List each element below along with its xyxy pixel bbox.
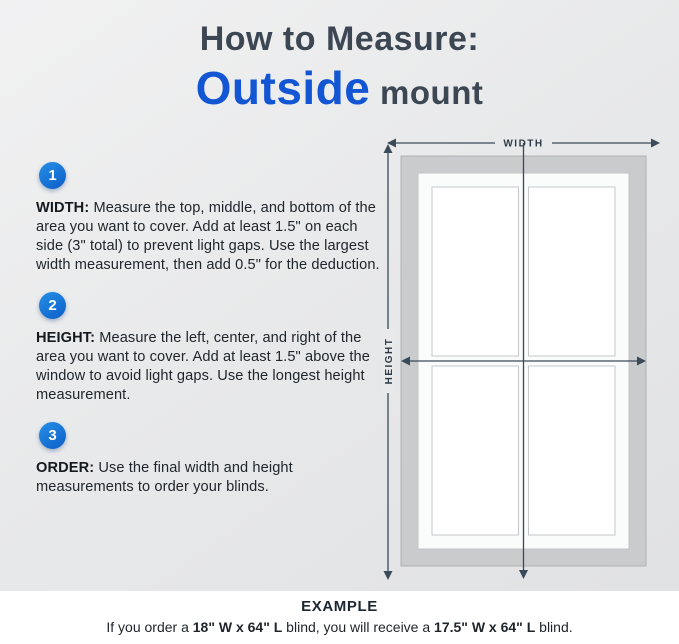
step-2-badge: 2 — [39, 292, 66, 319]
example-middle: blind, you will receive a — [282, 619, 435, 635]
title-line-1: How to Measure: — [199, 20, 480, 58]
example-heading: EXAMPLE — [301, 598, 378, 615]
step-1-body: Measure the top, middle, and bottom of the area you want to cover. Add at least 1.5" on each side (3" total) to prevent light gaps. Use the largest width measurement, then add 0.5" for the deduction. — [36, 200, 380, 273]
step-2-label: HEIGHT: — [36, 329, 96, 346]
step-2-body: Measure the left, center, and right of the area you want to cover. Add at least 1.5" above the window to avoid light gaps. Use the longest height measurement. — [36, 329, 370, 403]
step-3-body: Use the final width and height measurements to order your blinds. — [36, 459, 293, 495]
step-2-text — [36, 329, 381, 405]
title-suffix: mount — [370, 74, 484, 111]
height-label-group — [381, 329, 395, 393]
example-bold-2: 17.5" W x 64" L — [434, 619, 536, 635]
height-label: HEIGHT — [383, 337, 395, 385]
example-text — [0, 619, 679, 635]
example-bar — [0, 591, 679, 644]
window-diagram — [376, 131, 668, 589]
example-bold-1: 18" W x 64" L — [192, 619, 283, 635]
step-order — [36, 422, 381, 497]
title-line-2 — [0, 61, 679, 115]
step-height — [36, 292, 381, 405]
step-1-label: WIDTH: — [36, 200, 90, 216]
width-label: WIDTH — [503, 138, 544, 150]
step-1-text — [36, 199, 381, 275]
step-3-text — [36, 459, 381, 497]
example-suffix: blind. — [535, 619, 573, 635]
page-title — [0, 20, 679, 115]
step-3-label: ORDER: — [36, 459, 95, 476]
title-highlight: Outside — [195, 62, 371, 114]
example-prefix: If you order a — [106, 619, 193, 635]
step-width — [36, 162, 381, 275]
step-1-badge: 1 — [39, 162, 66, 189]
steps-column — [36, 162, 381, 514]
step-3-badge: 3 — [39, 422, 66, 449]
